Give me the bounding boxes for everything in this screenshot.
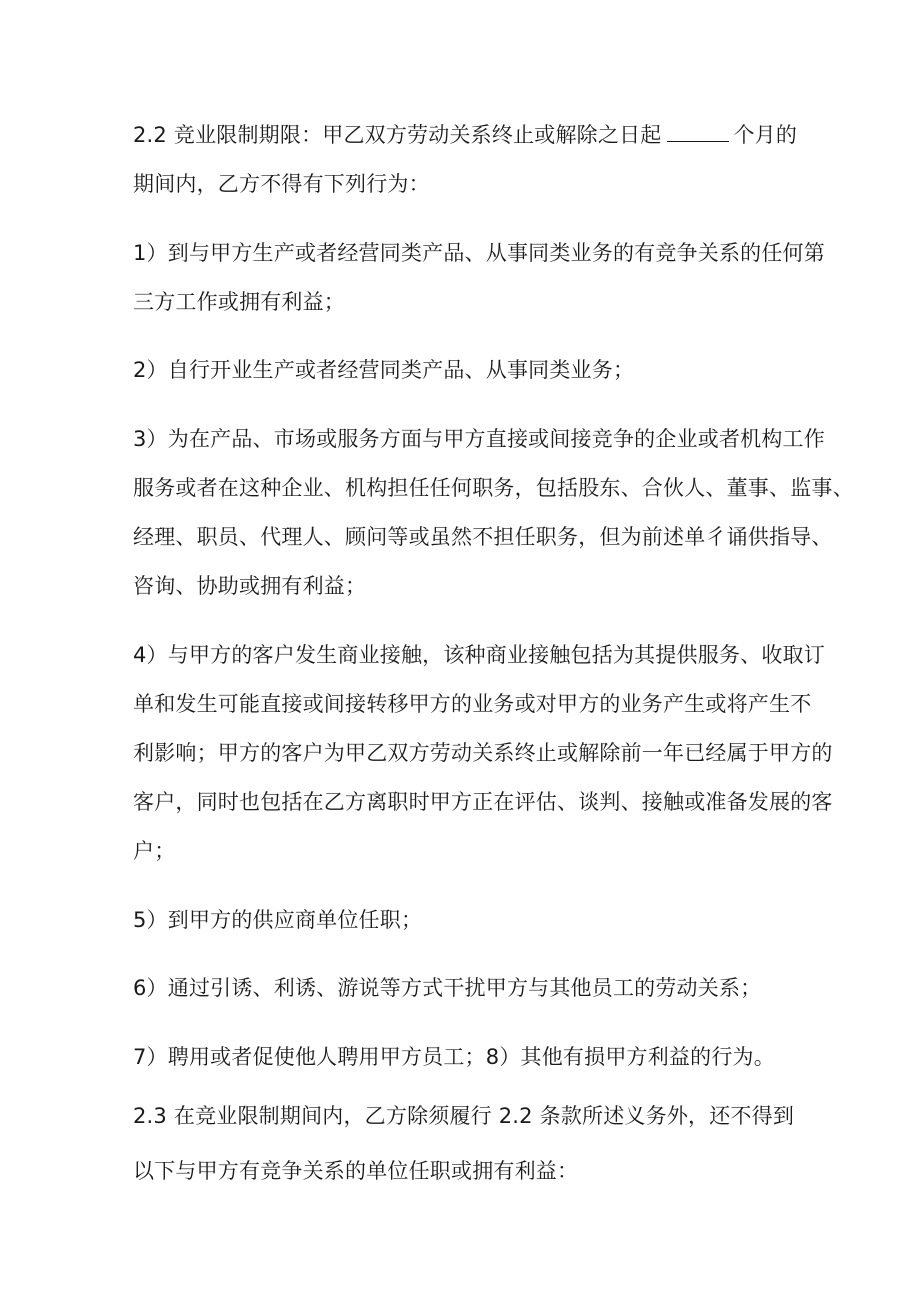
clause-2-2-line-1 bbox=[133, 120, 797, 150]
item-4-line-1: 4）与甲方的客户发生商业接触，该种商业接触包括为其提供服务、收取订 bbox=[133, 643, 825, 667]
item-3-line-1: 3）为在产品、市场或服务方面与甲方直接或间接竞争的企业或者机构工作 bbox=[133, 427, 825, 451]
item-3-line-2: 服务或者在这种企业、机构担任任何职务，包括股东、合伙人、董事、监事、 bbox=[133, 476, 854, 500]
fill-in-blank-months bbox=[667, 121, 729, 142]
item-4-line-2: 单和发生可能直接或间接转移甲方的业务或对甲方的业务产生或将产生不 bbox=[133, 692, 812, 716]
clause-2-2-text-after-blank: 个月的 bbox=[733, 123, 798, 147]
item-4-line-3: 利影响；甲方的客户为甲乙双方劳动关系终止或解除前一年已经属于甲方的 bbox=[133, 741, 833, 765]
item-4-line-4: 客户，同时也包括在乙方离职时甲方正在评估、谈判、接触或准备发展的客 bbox=[133, 790, 833, 814]
clause-2-2-line-2: 期间内，乙方不得有下列行为： bbox=[133, 172, 430, 196]
clause-2-3-line-1: 2.3 在竞业限制期间内，乙方除须履行 2.2 条款所述义务外，还不得到 bbox=[133, 1104, 795, 1128]
item-7-8-line-1: 7）聘用或者促使他人聘用甲方员工；8）其他有损甲方利益的行为。 bbox=[133, 1045, 775, 1069]
item-4-line-5: 户； bbox=[133, 839, 176, 863]
item-3-line-3: 经理、职员、代理人、顾问等或虽然不担任职务，但为前述单彳诵供指导、 bbox=[133, 525, 833, 549]
clause-2-3-line-2: 以下与甲方有竞争关系的单位任职或拥有利益： bbox=[133, 1159, 579, 1183]
item-6-line-1: 6）通过引诱、利诱、游说等方式干扰甲方与其他员工的劳动关系； bbox=[133, 976, 762, 1000]
item-5-line-1: 5）到甲方的供应商单位任职； bbox=[133, 908, 423, 932]
item-2-line-1: 2）自行开业生产或者经营同类产品、从事同类业务； bbox=[133, 358, 635, 382]
item-1-line-2: 三方工作或拥有利益； bbox=[133, 290, 345, 314]
item-1-line-1: 1）到与甲方生产或者经营同类产品、从事同类业务的有竞争关系的任何第 bbox=[133, 241, 825, 265]
clause-2-2-text-before-blank: 2.2 竞业限制期限：甲乙双方劳动关系终止或解除之日起 bbox=[133, 123, 662, 147]
item-3-line-4: 咨询、协助或拥有利益； bbox=[133, 574, 367, 598]
